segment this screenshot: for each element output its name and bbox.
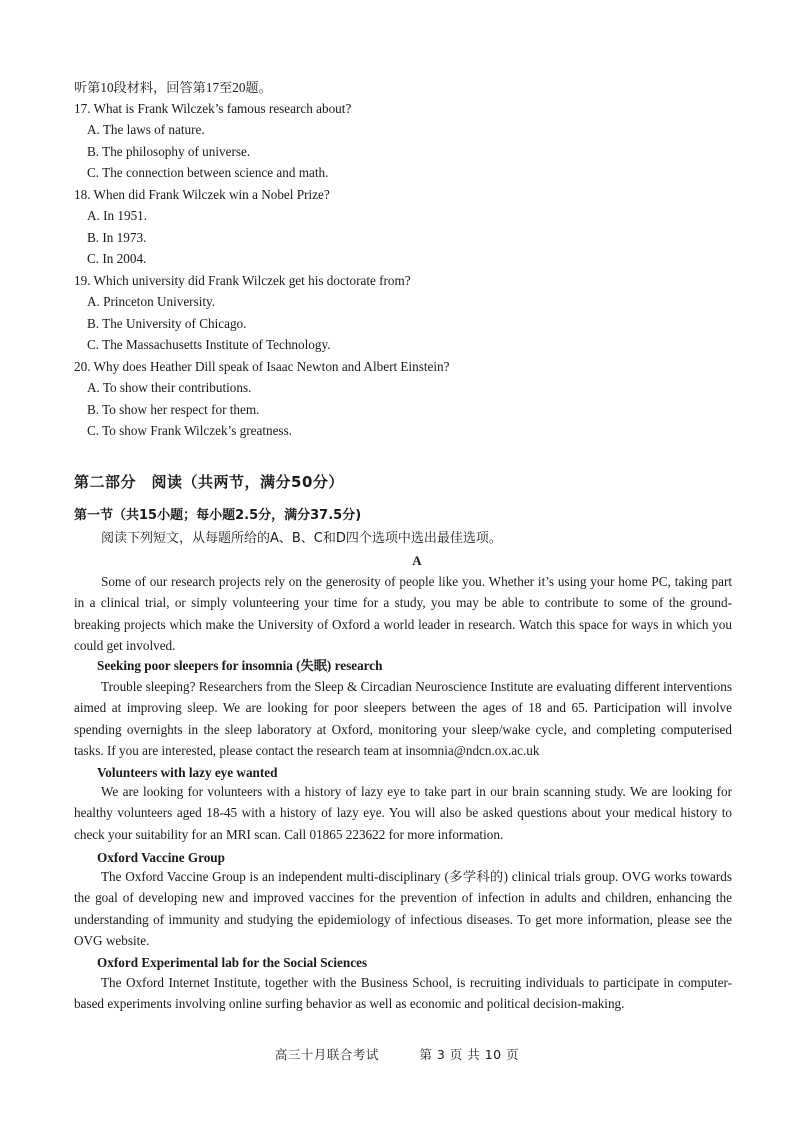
exam-name: 高三十月联合考试 (274, 1047, 379, 1062)
option-19b: B. The University of Chicago. (87, 316, 247, 331)
part-title: 第二部分 阅读（共两节，满分50分） (74, 473, 344, 491)
page-number: 第 3 页 共 10 页 (419, 1047, 520, 1062)
option-18b: B. In 1973. (87, 230, 147, 245)
section-body-insomnia: Trouble sleeping? Researchers from the Sleep & Circadian Neuroscience Institute are evaluating different interventions aimed at improving sleep. We are looking for poor sleepers between the ages of 18 and 65. Participation will involve spending overnights in the sleep laboratory at Oxford, monitoring your sleep/wake cycle, and completing computerised tasks. If you are interested, please contact the research team at insomnia@ndcn.ox.ac.uk (74, 679, 732, 758)
section-body-lazy-eye: We are looking for volunteers with a history of lazy eye to take part in our brain scanning study. We are looking for healthy volunteers aged 18-45 with a history of lazy eye. You will also be asked questions about your medical history to check your suitability for an MRI scan. Call 01865 223622 for more information. (74, 784, 732, 842)
question-18: 18. When did Frank Wilczek win a Nobel Prize? (74, 187, 330, 202)
question-19: 19. Which university did Frank Wilczek get his doctorate from? (74, 273, 411, 288)
passage-intro: Some of our research projects rely on the generosity of people like you. Whether it’s using your home PC, taking part in a clinical trial, or simply volunteering your time for a study, you may be able to contribute to some of the ground-breaking projects which make the University of Oxford a world leader in research. Watch this space for ways in which you could get involved. (74, 574, 732, 653)
section-heading-social-sciences: Oxford Experimental lab for the Social Sciences (97, 955, 368, 970)
question-17: 17. What is Frank Wilczek’s famous research about? (74, 101, 352, 116)
page-footer (0, 1045, 794, 1063)
section-body-social-sciences: The Oxford Internet Institute, together with the Business School, is recruiting individuals to participate in computer-based experiments involving online surfing behavior as well as economic and political decision-making. (74, 975, 732, 1012)
option-20b: B. To show her respect for them. (87, 402, 260, 417)
option-17b: B. The philosophy of universe. (87, 144, 251, 159)
option-17c: C. The connection between science and math. (87, 165, 329, 180)
option-19a: A. Princeton University. (87, 294, 216, 309)
option-18a: A. In 1951. (87, 208, 148, 223)
option-20c: C. To show Frank Wilczek’s greatness. (87, 423, 292, 438)
option-17a: A. The laws of nature. (87, 122, 205, 137)
option-19c: C. The Massachusetts Institute of Technology. (87, 337, 331, 352)
listening-intro: 听第10段材料，回答第17至20题。 (74, 80, 272, 95)
passage-label: A (412, 553, 422, 568)
section-title: 第一节（共15小题；每小题2.5分，满分37.5分) (74, 508, 362, 523)
section-body-vaccine: The Oxford Vaccine Group is an independent multi-disciplinary (多学科的) clinical trials group. OVG works towards the goal of developing new and improved vaccines for the prevention of infection in adults and children, enhancing the understanding of immunity and studying the epidemiology of infectious diseases. To get more information, please see the OVG website. (74, 869, 732, 948)
option-18c: C. In 2004. (87, 251, 147, 266)
instruction: 阅读下列短文，从每题所给的A、B、C和D四个选项中选出最佳选项。 (101, 531, 502, 546)
question-20: 20. Why does Heather Dill speak of Isaac Newton and Albert Einstein? (74, 359, 450, 374)
option-20a: A. To show their contributions. (87, 380, 252, 395)
section-heading-vaccine: Oxford Vaccine Group (97, 850, 225, 865)
section-heading-lazy-eye: Volunteers with lazy eye wanted (97, 765, 278, 780)
section-heading-insomnia: Seeking poor sleepers for insomnia (失眠) research (97, 658, 383, 673)
